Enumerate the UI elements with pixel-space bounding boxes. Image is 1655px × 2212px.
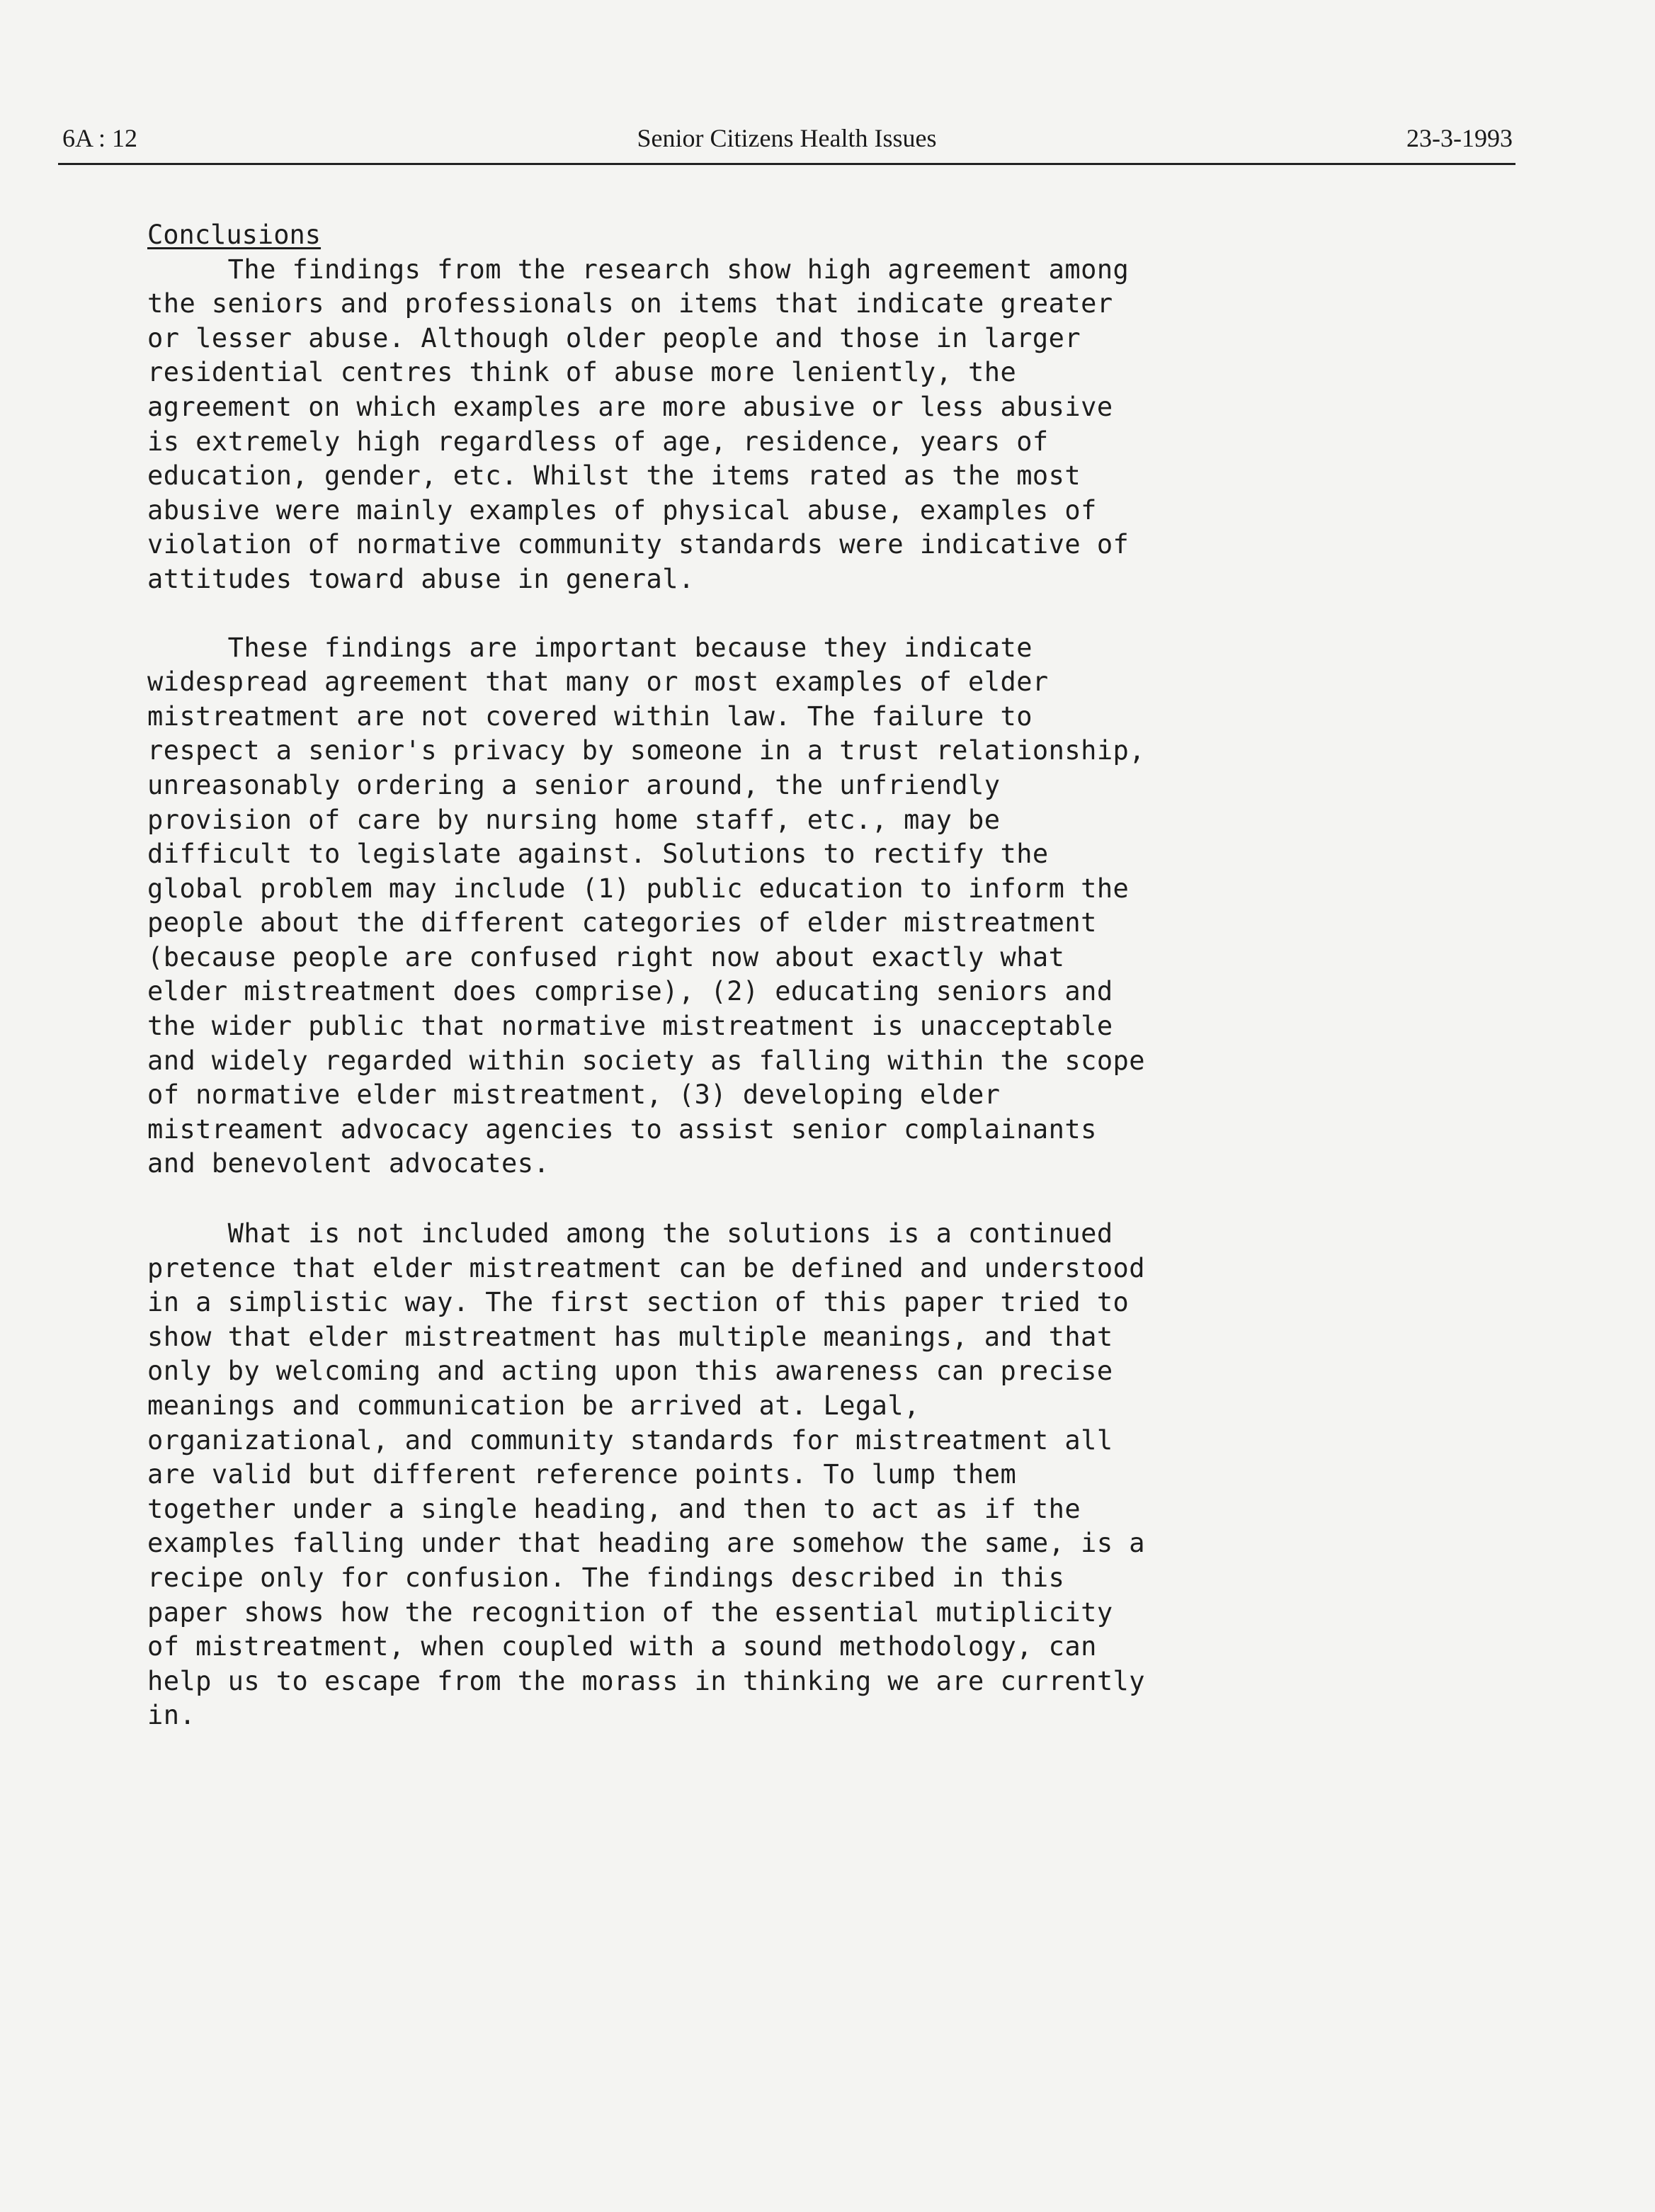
text-line: paper shows how the recognition of the essential mutiplicity	[147, 1596, 1113, 1628]
text-line: of mistreatment, when coupled with a sound methodology, can	[147, 1631, 1097, 1662]
text-line: and benevolent advocates.	[147, 1148, 550, 1179]
text-line: unreasonably ordering a senior around, the unfriendly	[147, 769, 1001, 800]
text-line: respect a senior's privacy by someone in a trust relationship,	[147, 735, 1146, 766]
publication-date: 23-3-1993	[1406, 124, 1513, 152]
page-number: 6A : 12	[62, 124, 138, 152]
text-line: mistreatment are not covered within law. The failure to	[147, 701, 1033, 732]
text-line: recipe only for confusion. The findings described in this	[147, 1562, 1065, 1593]
text-line: mistreament advocacy agencies to assist senior complainants	[147, 1113, 1097, 1145]
text-line: of normative elder mistreatment, (3) developing elder	[147, 1079, 1001, 1111]
text-line: or lesser abuse. Although older people and those in larger	[147, 322, 1081, 353]
text-line: meanings and communication be arrived at. Legal,	[147, 1390, 920, 1421]
text-line: examples falling under that heading are somehow the same, is a	[147, 1528, 1146, 1559]
text-line: help us to escape from the morass in thinking we are currently	[147, 1665, 1146, 1696]
text-line: What is not included among the solutions is a continued	[147, 1218, 1113, 1249]
text-line: agreement on which examples are more abusive or less abusive	[147, 391, 1113, 422]
text-line: the seniors and professionals on items that indicate greater	[147, 288, 1113, 319]
text-line: global problem may include (1) public education to inform the	[147, 873, 1130, 904]
paragraph-2	[147, 631, 1443, 1182]
text-line: provision of care by nursing home staff, etc., may be	[147, 804, 1001, 835]
publication-title: Senior Citizens Health Issues	[637, 124, 937, 152]
text-line: elder mistreatment does comprise), (2) educating seniors and	[147, 976, 1113, 1007]
text-line: attitudes toward abuse in general.	[147, 563, 695, 594]
text-line: The findings from the research show high agreement among	[147, 254, 1130, 285]
running-header	[58, 119, 1515, 165]
paragraph-1	[147, 253, 1443, 597]
text-line: in a simplistic way. The first section of this paper tried to	[147, 1287, 1130, 1318]
section-heading: Conclusions	[147, 220, 322, 250]
text-line: organizational, and community standards for mistreatment all	[147, 1424, 1113, 1456]
text-line: is extremely high regardless of age, residence, years of	[147, 426, 1049, 457]
text-line: the wider public that normative mistreatment is unacceptable	[147, 1011, 1113, 1042]
text-line: These findings are important because they indicate	[147, 632, 1033, 663]
text-line: are valid but different reference points. To lump them	[147, 1459, 1017, 1490]
text-line: in.	[147, 1700, 196, 1731]
text-line: together under a single heading, and then to act as if the	[147, 1493, 1081, 1524]
text-line: people about the different categories of elder mistreatment	[147, 907, 1097, 938]
text-line: widespread agreement that many or most examples of elder	[147, 667, 1049, 698]
text-line: difficult to legislate against. Solutions to rectify the	[147, 839, 1049, 870]
text-line: residential centres think of abuse more leniently, the	[147, 357, 1017, 388]
text-line: education, gender, etc. Whilst the items rated as the most	[147, 460, 1081, 492]
text-line: abusive were mainly examples of physical abuse, examples of	[147, 494, 1097, 526]
text-line: (because people are confused right now about exactly what	[147, 941, 1065, 972]
document-body	[147, 218, 1443, 1733]
text-line: show that elder mistreatment has multiple meanings, and that	[147, 1321, 1113, 1352]
text-line: violation of normative community standards were indicative of	[147, 529, 1130, 560]
paragraph-3	[147, 1217, 1443, 1733]
text-line: only by welcoming and acting upon this awareness can precise	[147, 1356, 1113, 1387]
text-line: and widely regarded within society as falling within the scope	[147, 1045, 1146, 1076]
text-line: pretence that elder mistreatment can be defined and understood	[147, 1252, 1146, 1283]
